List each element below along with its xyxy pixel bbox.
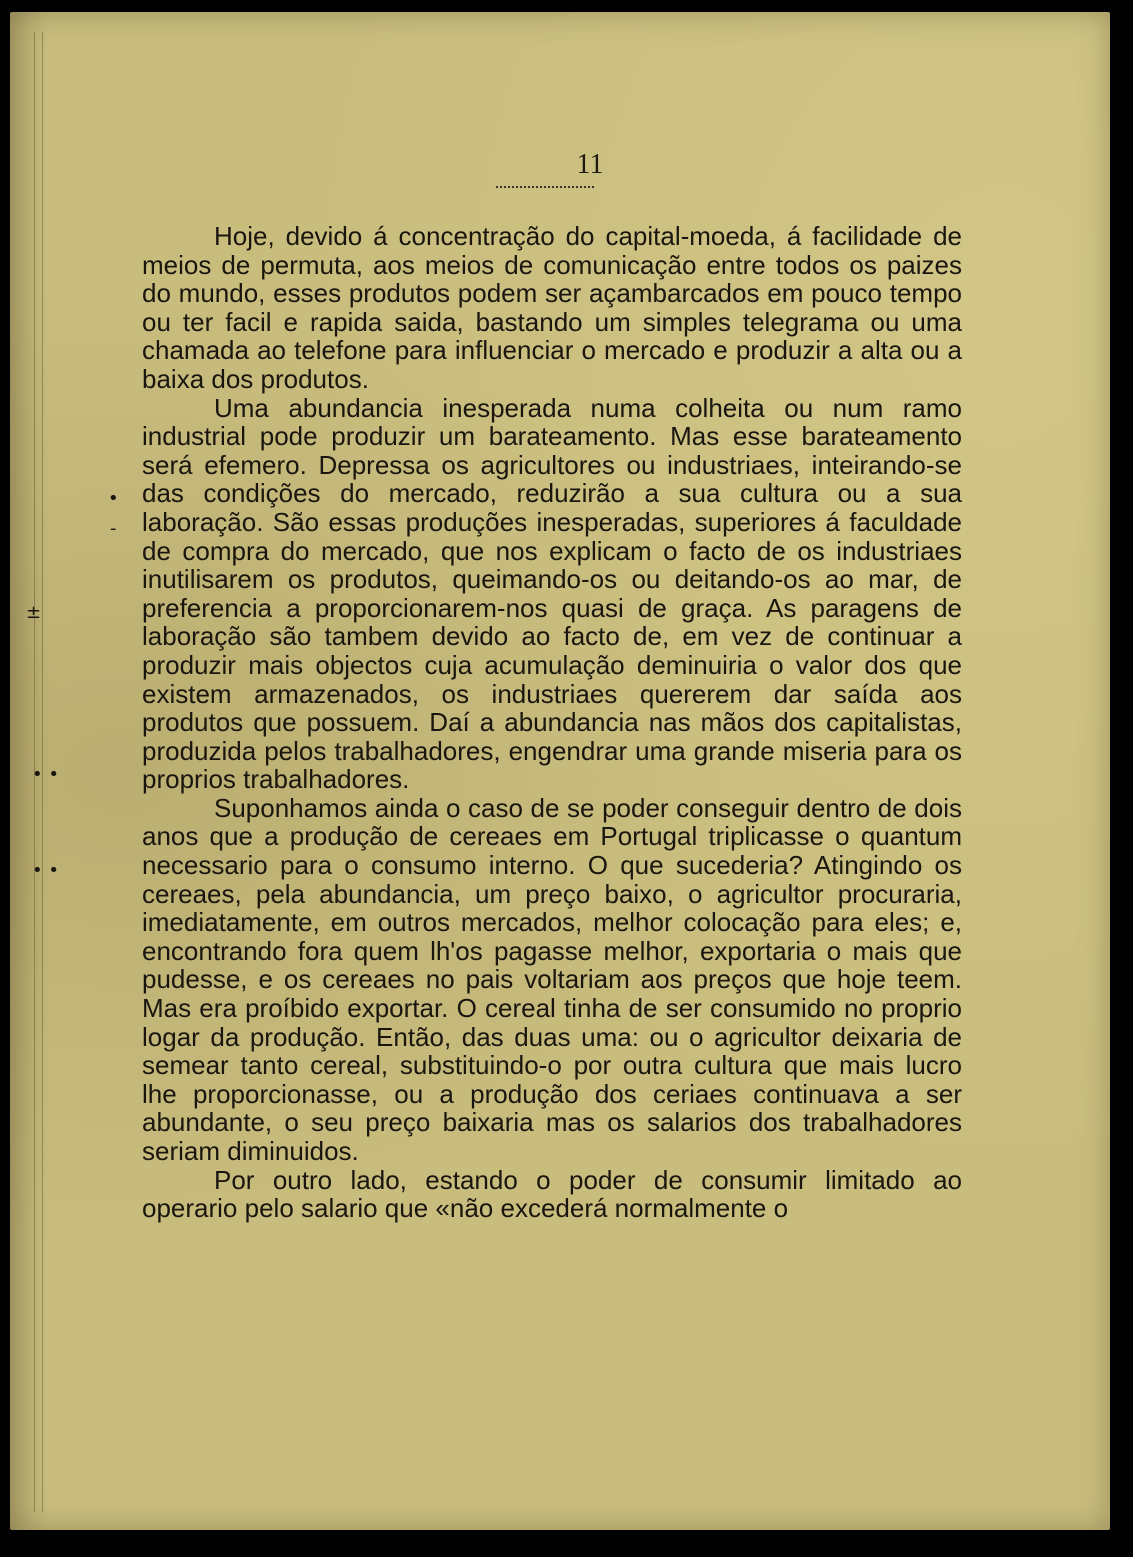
margin-mark: • <box>108 488 119 509</box>
margin-mark: ± <box>26 602 42 623</box>
body-text <box>142 222 962 1223</box>
paragraph: Hoje, devido á concentração do capital-moeda, á facilidade de meios de permuta, aos meios de comunicação entre todos os paizes do mundo, esses produtos podem ser açambarcados em pouco tempo ou ter facil e rapida saida, bastando um simples telegrama ou uma chamada ao telefone para influenciar o mercado e produzir a alta ou a baixa dos produtos. <box>142 221 962 394</box>
margin-mark: • • <box>32 860 59 881</box>
paragraph: Uma abundancia inesperada numa colheita ou num ramo industrial pode produzir um barateamento. Mas esse barateamento será efemero. Depressa os agricultores ou industriaes, inteirando-se das condições do mercado, reduzirão a sua cultura ou a sua laboração. São essas produções inesperadas, superiores á faculdade de compra do mercado, que nos explicam o facto de os industriaes inutilisarem os produtos, queimando-os ou deitando-os ao mar, de preferencia a proporcionarem-nos quasi de graça. As paragens de laboração são tambem devido ao facto de, em vez de continuar a produzir mais objectos cuja acumulação deminuiria o valor dos que existem armazenados, os industriaes quererem dar saída aos produtos que possuem. Daí a abundancia nas mãos dos capitalistas, produzida pelos trabalhadores, engendrar uma grande miseria para os proprios trabalhadores. <box>142 392 962 795</box>
margin-mark: • • <box>32 764 59 785</box>
paragraph: Por outro lado, estando o poder de consumir limitado ao operario pelo salario que «não excederá normalmente o <box>142 1164 962 1224</box>
document-page <box>10 12 1110 1530</box>
page-number: 11 <box>576 149 604 180</box>
paragraph: Suponhamos ainda o caso de se poder conseguir dentro de dois anos que a produção de cereaes em Portugal triplicasse o quantum necessario para o consumo interno. O que sucederia? Atingindo os cereaes, pela abundancia, um preço baixo, o agricultor procuraria, imediatamente, em outros mercados, melhor colocação para eles; e, encontrando fora quem lh'os pagasse melhor, exportaria o mais que pudesse, e os cereaes no pais voltariam aos preços que hoje teem. Mas era proíbido exportar. O cereal tinha de ser consumido no proprio logar da produção. Então, das duas uma: ou o agricultor deixaria de semear tanto cereal, substituindo-o por outra cultura que mais lucro lhe proporcionasse, ou a produção dos ceriaes continuava a ser abundante, o seu preço baixaria mas os salarios dos trabalhadores seriam diminuidos. <box>142 792 962 1166</box>
page-number-rule <box>496 186 594 188</box>
margin-mark: - <box>110 518 117 539</box>
